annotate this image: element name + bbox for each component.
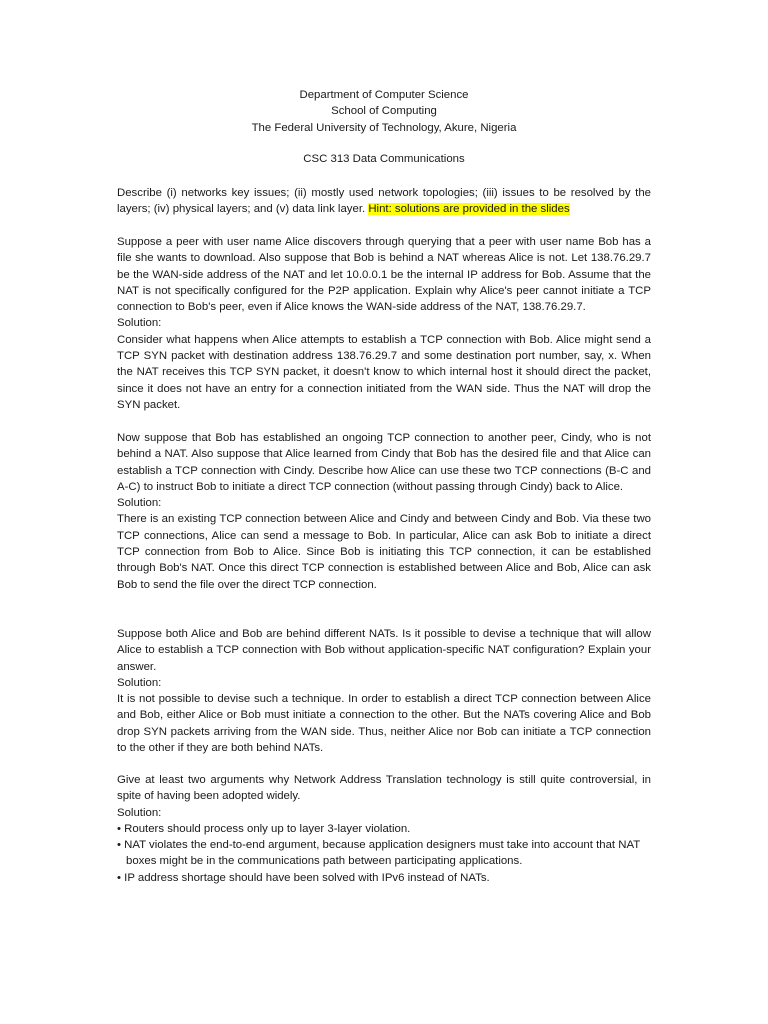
question-2-solution-label: Solution: bbox=[117, 317, 162, 330]
list-item: • Routers should process only up to layer 3-layer violation. bbox=[117, 822, 411, 835]
question-1 bbox=[117, 185, 651, 218]
school-name: School of Computing bbox=[331, 105, 437, 118]
question-5-solution-label: Solution: bbox=[117, 806, 162, 819]
list-item: • IP address shortage should have been solved with IPv6 instead of NATs. bbox=[117, 871, 490, 884]
list-item: • NAT violates the end-to-end argument, because application designers must take into account that NAT boxes might be in the communications path between participating applications. bbox=[117, 839, 640, 868]
document-header bbox=[0, 87, 768, 136]
question-1-text: Describe (i) networks key issues; (ii) mostly used network topologies; (iii) issues to be resolved by the layers; (iv) physical layers; and (v) data link layer. bbox=[117, 187, 651, 216]
hint-highlight: Hint: solutions are provided in the slides bbox=[368, 203, 570, 216]
question-4-solution-label: Solution: bbox=[117, 676, 162, 689]
question-3-answer: There is an existing TCP connection between Alice and Cindy and between Cindy and Bob. Via these two TCP connections, Alice can send a message to Bob. In particular, Alice can ask Bob to initiate a direct TCP connection from Bob to Alice. Since Bob is initiating this TCP connection, it can be established through Bob's NAT. Once this direct TCP connection is established between Alice and Bob, Alice can ask Bob to send the file over the direct TCP connection. bbox=[117, 513, 651, 591]
question-2-answer: Consider what happens when Alice attempts to establish a TCP connection with Bob. Alice might send a TCP SYN packet with destination address 138.76.29.7 and some destination port number, say, x. When the NAT receives this TCP SYN packet, it doesn't know to which internal host it should direct the packet, since it does not have an entry for a connection initiated from the WAN side. Thus the NAT will drop the SYN packet. bbox=[117, 333, 651, 411]
question-3-solution-label: Solution: bbox=[117, 497, 162, 510]
question-5 bbox=[117, 772, 651, 886]
question-4 bbox=[117, 626, 651, 756]
question-4-answer: It is not possible to devise such a technique. In order to establish a direct TCP connection between Alice and Bob, either Alice or Bob must initiate a connection to the other. But the NATs covering Alice and Bob drop SYN packets arriving from the WAN side. Thus, neither Alice nor Bob can initiate a TCP connection to the other if they are both behind NATs. bbox=[117, 693, 651, 755]
question-4-text: Suppose both Alice and Bob are behind different NATs. Is it possible to devise a technique that will allow Alice to establish a TCP connection with Bob without application-specific NAT configuration? Explain your answer. bbox=[117, 628, 651, 673]
department-name: Department of Computer Science bbox=[299, 89, 469, 101]
question-3 bbox=[117, 430, 651, 593]
question-3-text: Now suppose that Bob has established an ongoing TCP connection to another peer, Cindy, who is not behind a NAT. Also suppose that Alice learned from Cindy that Bob has the desired file and that Alice can establish a TCP connection with Cindy. Describe how Alice can use these two TCP connections (B-C and A-C) to instruct Bob to initiate a direct TCP connection (without passing through Cindy) back to Alice. bbox=[117, 432, 651, 493]
question-2-text: Suppose a peer with user name Alice discovers through querying that a peer with user name Bob has a file she wants to download. Also suppose that Bob is behind a NAT whereas Alice is not. Let 138.76.29.7 be the WAN-side address of the NAT and let 10.0.0.1 be the internal IP address for Bob. Assume that the NAT is not specifically configured for the P2P application. Explain why Alice's peer cannot initiate a TCP connection to Bob's peer, even if Alice knows the WAN-side address of the NAT, 138.76.29.7. bbox=[117, 236, 651, 314]
question-5-text: Give at least two arguments why Network Address Translation technology is still quite controversial, in spite of having been adopted widely. bbox=[117, 774, 651, 803]
course-title: CSC 313 Data Communications bbox=[303, 153, 465, 165]
university-name: The Federal University of Technology, Akure, Nigeria bbox=[251, 121, 517, 134]
question-2 bbox=[117, 234, 651, 413]
